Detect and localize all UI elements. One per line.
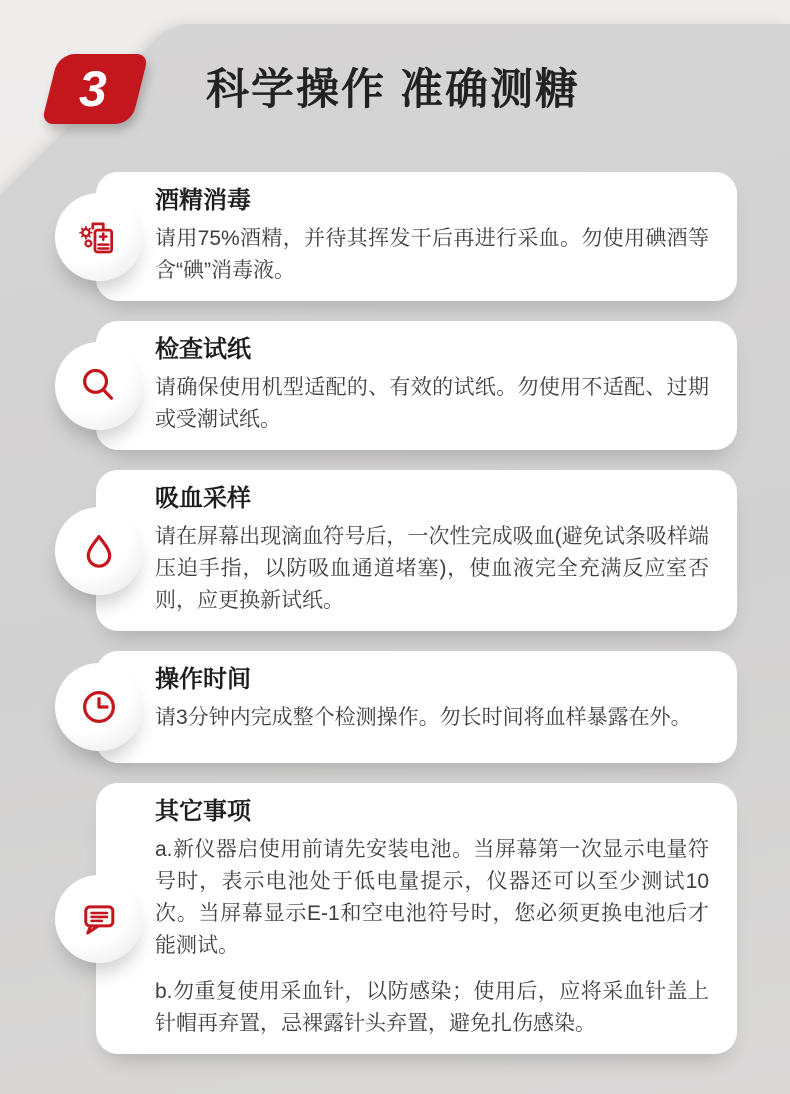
card-paragraph: 请确保使用机型适配的、有效的试纸。勿使用不适配、过期或受潮试纸。: [155, 376, 709, 431]
magnifier-icon: [76, 363, 122, 409]
card-paragraph: 请在屏幕出现滴血符号后，一次性完成吸血(避免试条吸样端压迫手指，以防吸血通道堵塞)，使血液完全充满反应室否则，应更换新试纸。: [155, 525, 709, 612]
page-title: 科学操作 准确测糖: [206, 66, 580, 114]
card-icon-circle: [55, 507, 143, 595]
card-body: [155, 521, 709, 617]
card-body: [155, 372, 709, 436]
card-paragraph: a.新仪器启使用前请先安装电池。当屏幕第一次显示电量符号时，表示电池处于低电量提示，仪器还可以至少测试10次。当屏幕显示E-1和空电池符号时，您必须更换电池后才能测试。: [155, 838, 709, 957]
message-bubble-icon: [76, 896, 122, 942]
clock-icon: [76, 684, 122, 730]
card-body: [155, 834, 709, 1040]
card-paragraph: 请用75%酒精，并待其挥发干后再进行采血。勿使用碘酒等含“碘”消毒液。: [155, 227, 709, 282]
section-number-badge: [41, 54, 148, 124]
blood-drop-icon: [76, 528, 122, 574]
card-icon-circle: [55, 193, 143, 281]
card-paragraph: 请3分钟内完成整个检测操作。勿长时间将血样暴露在外。: [155, 706, 692, 729]
info-card: [96, 470, 737, 631]
card-title: 吸血采样: [155, 485, 251, 512]
cards-list: [96, 172, 737, 1054]
card-body: [155, 223, 709, 287]
card-title: 酒精消毒: [155, 187, 251, 214]
card-icon-circle: [55, 663, 143, 751]
info-card: [96, 321, 737, 450]
card-title: 检查试纸: [155, 336, 251, 363]
info-card: [96, 172, 737, 301]
card-paragraph: b.勿重复使用采血针，以防感染；使用后，应将采血针盖上针帽再弃置，忌裸露针头弃置，避免扎伤感染。: [155, 980, 709, 1035]
card-title: 操作时间: [155, 666, 251, 693]
card-body: [155, 702, 709, 734]
card-icon-circle: [55, 342, 143, 430]
card-icon-circle: [55, 875, 143, 963]
info-card: [96, 783, 737, 1054]
section-number: 3: [79, 61, 107, 117]
sanitizer-bottle-icon: [76, 214, 122, 260]
info-card: [96, 651, 737, 763]
card-title: 其它事项: [155, 798, 251, 825]
